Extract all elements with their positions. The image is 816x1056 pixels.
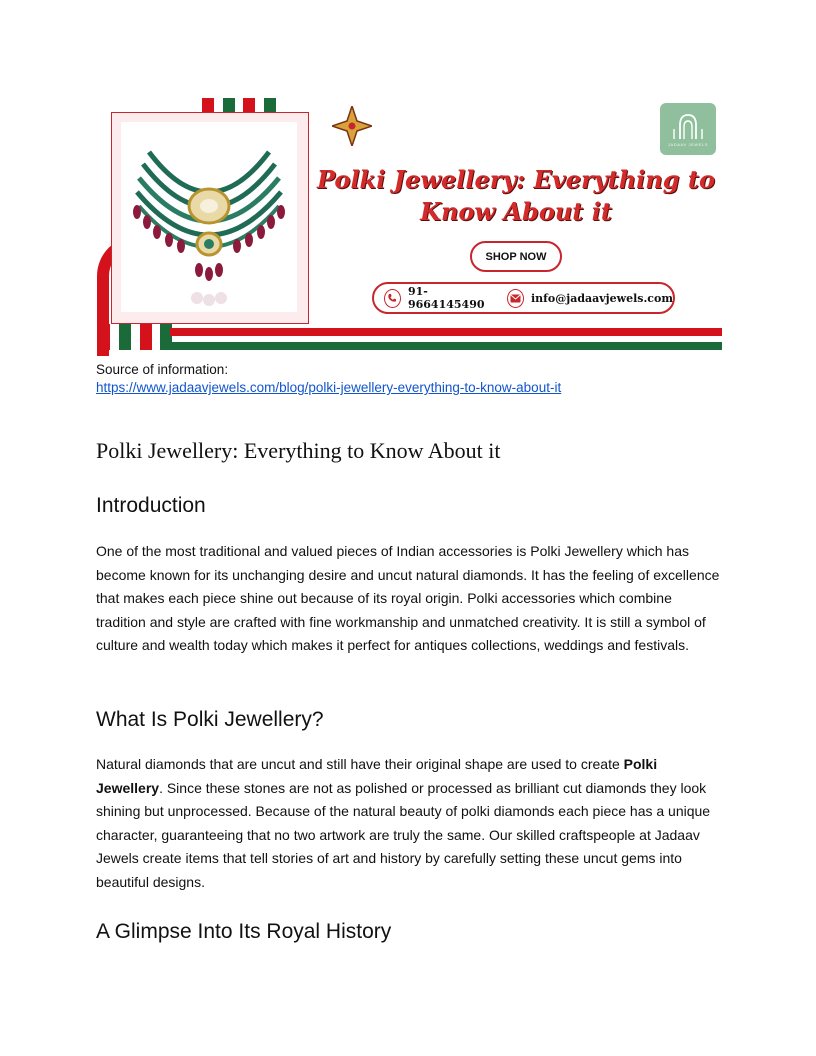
brand-logo[interactable] <box>660 103 716 155</box>
green-stripe <box>170 342 722 350</box>
source-block <box>96 361 561 397</box>
promo-banner[interactable] <box>96 96 722 352</box>
what-text-after: . Since these stones are not as polished or processed as brilliant cut diamonds they look shining but unprocessed. Because of the natural beauty of polki diamonds each piece has a unique character, guaranteeing that no two artwork are truly the same. Our skilled craftspeople at Jadaav Jewels create items that tell stories of art and history by carefully setting these uncut gems into beautiful designs. <box>96 779 711 890</box>
source-link[interactable]: https://www.jadaavjewels.com/blog/polki-jewellery-everything-to-know-about-it <box>96 380 562 395</box>
what-text-bold: Polki Jewellery <box>96 756 658 796</box>
email-address[interactable]: info@jadaavjewels.com <box>530 291 673 305</box>
what-heading: What Is Polki Jewellery? <box>96 708 324 731</box>
stripe-block <box>98 324 110 350</box>
intro-heading: Introduction <box>96 494 206 517</box>
logo-text: JADAAV JEWELS <box>667 142 709 147</box>
email-icon <box>507 289 524 308</box>
jadaav-logo-icon <box>671 111 705 141</box>
star-ornament-icon <box>332 106 372 146</box>
stripe-block <box>223 98 235 112</box>
red-stripe <box>170 328 722 336</box>
stripe-block <box>264 98 276 112</box>
necklace-image <box>121 122 297 312</box>
stripe-block <box>202 98 214 112</box>
banner-title-line1: Polki Jewellery: Everything to <box>317 165 715 194</box>
phone-number[interactable]: 91-9664145490 <box>407 285 485 311</box>
what-text-before: Natural diamonds that are uncut and still have their original shape are used to create <box>96 756 624 772</box>
shop-now-button[interactable]: SHOP NOW <box>470 241 562 272</box>
banner-title <box>316 164 716 228</box>
stripe-block <box>243 98 255 112</box>
history-heading: A Glimpse Into Its Royal History <box>96 920 392 943</box>
stripe-block <box>140 324 152 350</box>
document-title: Polki Jewellery: Everything to Know About it <box>96 438 501 463</box>
what-paragraph <box>96 753 722 894</box>
contact-bar <box>372 282 675 314</box>
stripe-block <box>119 324 131 350</box>
intro-paragraph: One of the most traditional and valued pieces of Indian accessories is Polki Jewellery which has become known for its unchanging desire and uncut natural diamonds. It has the feeling of excellence that makes each piece shine out because of its royal origin. Polki accessories which combine tradition and style are crafted with fine workmanship and unmatched creativity. It is still a symbol of culture and wealth today which makes it perfect for antiques collections, weddings and festivals. <box>96 543 720 653</box>
product-photo <box>121 122 297 312</box>
source-label: Source of information: <box>96 362 229 377</box>
product-photo-frame <box>111 112 309 324</box>
phone-icon <box>384 289 401 308</box>
banner-title-line2: Know About it <box>420 197 612 226</box>
